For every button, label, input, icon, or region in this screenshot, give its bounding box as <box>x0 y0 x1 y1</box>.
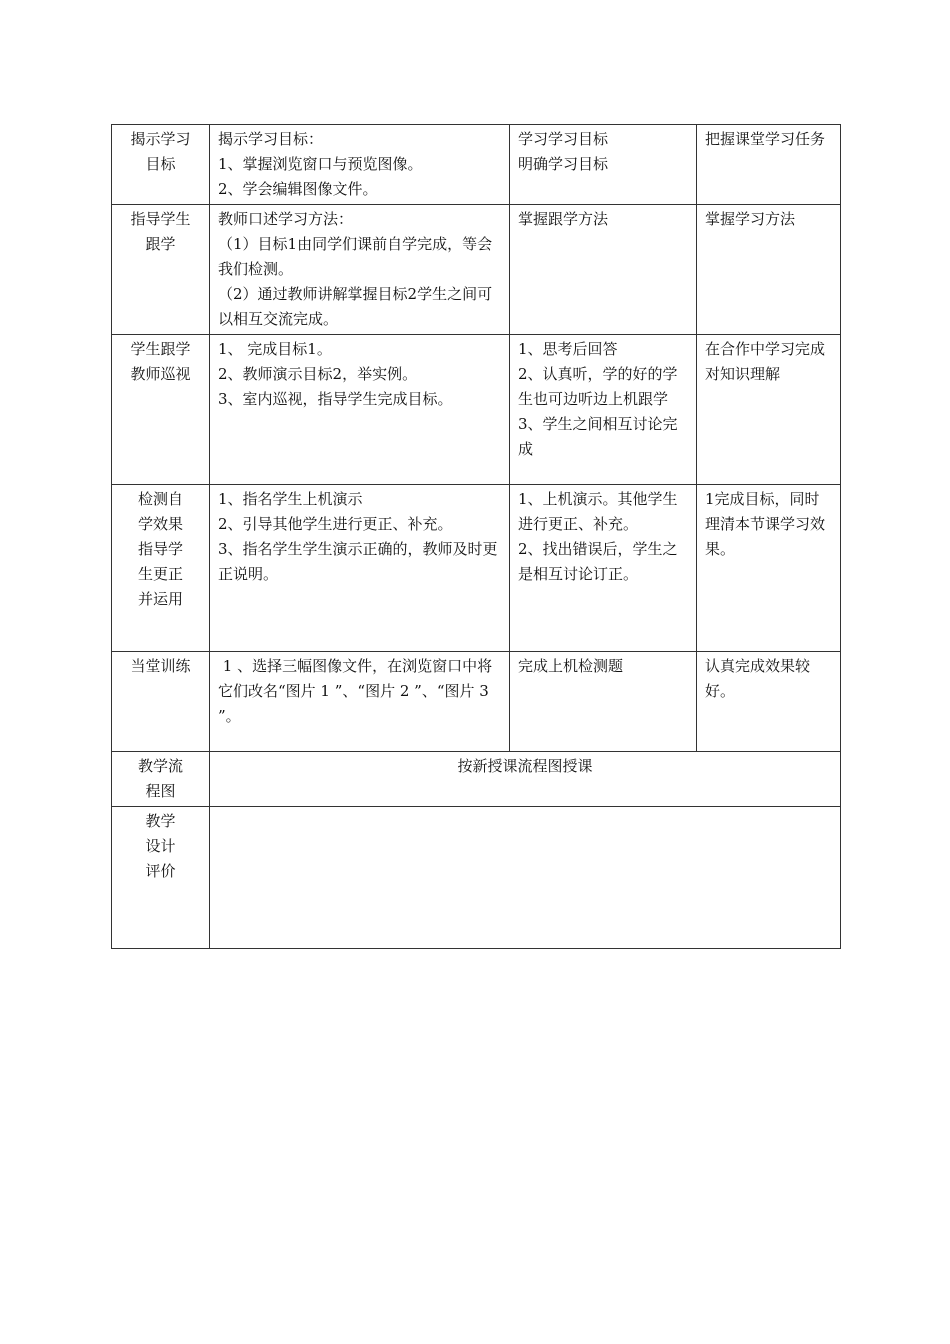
row-label-text: 指导学 <box>137 540 183 558</box>
table-row <box>112 652 841 752</box>
row-label-cell <box>112 652 210 752</box>
flow-label-text: 程图 <box>145 782 176 800</box>
teacher-activity-cell <box>210 485 510 652</box>
student-activity-text: 明确学习目标 <box>518 155 609 173</box>
teacher-activity-text: 1、 完成目标1。 <box>218 340 332 358</box>
teacher-activity-text: 1、指名学生上机演示 <box>218 490 363 508</box>
table-row <box>112 205 841 335</box>
student-activity-cell <box>510 125 697 205</box>
flow-label-text: 教学流 <box>137 757 183 775</box>
teacher-activity-cell <box>210 652 510 752</box>
teacher-activity-text: 2、教师演示目标2，举实例。 <box>218 365 418 383</box>
student-activity-cell <box>510 485 697 652</box>
teacher-activity-text: 3、指名学生学生演示正确的，教师及时更正说明。 <box>218 540 498 583</box>
row-label-cell <box>112 485 210 652</box>
design-intent-text: 认真完成效果较好。 <box>705 657 811 700</box>
evaluation-label-cell <box>112 807 210 949</box>
row-label-text: 指导学生 <box>130 210 191 228</box>
student-activity-text: 1、思考后回答 <box>518 340 618 358</box>
design-intent-text: 1完成目标，同时理清本节课学习效果。 <box>705 490 826 558</box>
row-label-text: 揭示学习 <box>130 130 191 148</box>
student-activity-text: 学习学习目标 <box>518 130 609 148</box>
row-label-cell <box>112 335 210 485</box>
flow-content-cell <box>210 752 841 807</box>
row-label-text: 目标 <box>145 155 176 173</box>
student-activity-cell <box>510 335 697 485</box>
teacher-activity-text: （2）通过教师讲解掌握目标2学生之间可以相互交流完成。 <box>218 285 493 328</box>
student-activity-cell <box>510 205 697 335</box>
design-intent-cell <box>697 485 841 652</box>
row-label-text: 学生跟学 <box>130 340 191 358</box>
student-activity-text: 完成上机检测题 <box>518 657 624 675</box>
student-activity-text: 2、认真听，学的好的学生也可边听边上机跟学 <box>518 365 678 408</box>
teacher-activity-cell <box>210 205 510 335</box>
lesson-plan-table <box>111 124 841 949</box>
table-row <box>112 335 841 485</box>
teacher-activity-text: 揭示学习目标： <box>218 130 324 148</box>
table-row <box>112 485 841 652</box>
teacher-activity-text: 2、学会编辑图像文件。 <box>218 180 378 198</box>
teacher-activity-cell <box>210 335 510 485</box>
design-intent-text: 在合作中学习完成对知识理解 <box>705 340 826 383</box>
teacher-activity-text: 1、掌握浏览窗口与预览图像。 <box>218 155 423 173</box>
evaluation-content-cell <box>210 807 841 949</box>
row-label-text: 检测自 <box>137 490 183 508</box>
row-label-cell <box>112 125 210 205</box>
row-label-text: 教师巡视 <box>130 365 191 383</box>
row-label-text: 生更正 <box>137 565 183 583</box>
flow-row <box>112 752 841 807</box>
design-intent-cell <box>697 125 841 205</box>
design-intent-text: 把握课堂学习任务 <box>705 130 826 148</box>
design-intent-text: 掌握学习方法 <box>705 210 796 228</box>
student-activity-text: 2、找出错误后，学生之是相互讨论订正。 <box>518 540 678 583</box>
teacher-activity-text: 3、室内巡视，指导学生完成目标。 <box>218 390 453 408</box>
row-label-text: 当堂训练 <box>130 657 191 675</box>
table-row <box>112 125 841 205</box>
design-intent-cell <box>697 335 841 485</box>
evaluation-label-text: 教学 <box>145 812 176 830</box>
row-label-text: 跟学 <box>145 235 176 253</box>
design-intent-cell <box>697 652 841 752</box>
student-activity-cell <box>510 652 697 752</box>
evaluation-label-text: 评价 <box>145 862 176 880</box>
teacher-activity-text: 教师口述学习方法： <box>218 210 354 228</box>
flow-label-cell <box>112 752 210 807</box>
evaluation-row <box>112 807 841 949</box>
teacher-activity-cell <box>210 125 510 205</box>
student-activity-text: 掌握跟学方法 <box>518 210 609 228</box>
teacher-activity-text: 1 、选择三幅图像文件，在浏览窗口中将它们改名“图片 1 ”、“图片 2 ”、“图片 3 ”。 <box>218 657 494 725</box>
flow-content-text: 按新授课流程图授课 <box>457 757 593 775</box>
teacher-activity-text: 2、引导其他学生进行更正、补充。 <box>218 515 453 533</box>
row-label-cell <box>112 205 210 335</box>
student-activity-text: 1、上机演示。其他学生进行更正、补充。 <box>518 490 678 533</box>
evaluation-label-text: 设计 <box>145 837 176 855</box>
design-intent-cell <box>697 205 841 335</box>
row-label-text: 学效果 <box>137 515 183 533</box>
student-activity-text: 3、学生之间相互讨论完成 <box>518 415 678 458</box>
teacher-activity-text: （1）目标1由同学们课前自学完成，等会我们检测。 <box>218 235 493 278</box>
row-label-text: 并运用 <box>137 590 183 608</box>
